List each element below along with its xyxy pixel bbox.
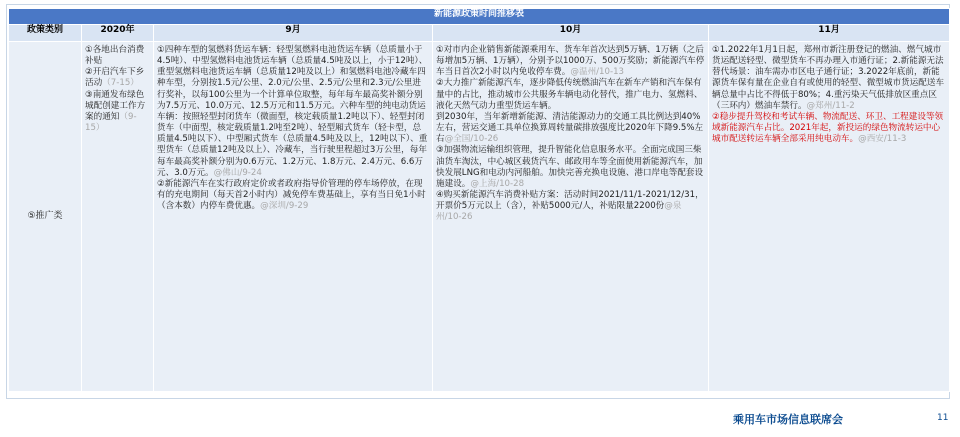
header-2020: 2020年: [82, 25, 154, 42]
policy-entry-text: ①1.2022年1月1日起，郑州市新注册登记的燃油、燃气城市货运配送轻型、微型货车不再办理入市通行证；2.新能源无法替代场景：油车需办市区电子通行证；3.2022年底前，新能源货车保有量在企业自有或使用的轻型、微型城市货运配送车辆总量中占比不得低于80%；4.重污染天气低排放区重点区（三环内）燃油车禁行。: [712, 45, 945, 111]
policy-entry-text: ④购买新能源汽车消费补贴方案：活动时间2021/11/1-2021/12/31，开票价5万元以上（含），补贴5000元/人，补贴限量2200份: [436, 190, 704, 212]
policy-entry: [712, 45, 946, 112]
policy-entry-text: ②新能源汽车在实行政府定价或者政府指导价管理的停车场停放，在现有的充电期间（每天首2小时内）减免停车费基础上，享有当日免1小时（含本数）内停车费优惠。: [157, 178, 426, 212]
policy-entry: [436, 190, 705, 223]
category-cell: ⑤推广类: [9, 42, 82, 392]
header-september: 9月: [154, 25, 433, 42]
policy-entry: [436, 112, 705, 145]
policy-timeline-table: [8, 8, 950, 392]
footer-organization: 乘用车市场信息联席会: [733, 413, 843, 426]
col-september-cell: [154, 42, 433, 392]
header-october: 10月: [433, 25, 709, 42]
source-tag: @泉州/10-26: [436, 201, 682, 223]
policy-entry: [157, 45, 429, 179]
col-november-cell: [709, 42, 950, 392]
source-tag: （9-15）: [85, 111, 137, 134]
policy-entry: [85, 67, 150, 89]
source-tag: @上海/10-28: [470, 178, 525, 189]
source-tag: @深圳/9-29: [260, 201, 309, 212]
policy-entry-text: 到2030年，当年新增新能源、清洁能源动力的交通工具比例达到40%左右，营运交通工具单位换算周转量碳排放强度比2020年下降9.5%左右: [436, 111, 704, 145]
source-tag: @温州/10-13: [570, 67, 625, 78]
policy-entry: [436, 78, 705, 111]
policy-entry-text: ①各地出台消费补贴: [85, 45, 145, 67]
col-2020-cell: [82, 42, 154, 392]
policy-entry: [157, 179, 429, 212]
policy-entry-text: ②稳步提升驾校和考试车辆、物流配送、环卫、工程建设等领域新能源汽车占比。2021年起，新投运的绿色物流转运中心城市配送转运车辆全部采用纯电动车。: [712, 111, 944, 145]
policy-entry: [436, 145, 705, 190]
header-november: 11月: [709, 25, 950, 42]
table-title: 新能源政策时间推移表: [9, 9, 950, 25]
source-tag: @佛山/9-24: [213, 167, 262, 178]
policy-entry-text: ②大力推广新能源汽车，逐步降低传统燃油汽车在新车产销和汽车保有量中的占比，推动城市公共服务车辆电动化替代，推广电力、氢燃料、液化天然气动力重型货运车辆。: [436, 78, 703, 111]
policy-entry-text: ①四种车型的氢燃料货运车辆：轻型氢燃料电池货运车辆（总质量小于4.5吨）、中型氢燃料电池货运车辆（总质量4.5吨及以上，小于12吨）、重型氢燃料电池货运车辆（总质量12吨及以上）和氢燃料电池冷藏车四种车型，分别按1.5元/公里、2.0元/公里、2.5元/公里和2.3元/公里进行奖补，以每100公里为一个计算单位取整，每年每车最高奖补额分别为7.5万元、10.0万元、12.5万元和11.5万元。六种车型的纯电动货运车辆：按照轻型封闭货车（微面型，核定载质量1.2吨以下）、轻型封闭货车（中面型，核定载质量1.2吨至2吨）、轻型厢式货车（轻卡型，总质量4.5吨以下）、中型厢式货车（总质量4.5吨及以上，12吨以下）、重型货车（总质量12吨及以上）、冷藏车，当行驶里程超过3万公里，每年每车最高奖补额分别为0.6万元、1.2万元、1.8万元、2.4万元、6.6万元、3.0万元。: [157, 45, 428, 178]
col-october-cell: [433, 42, 709, 392]
policy-entry-text: ③加强物流运输组织管理，提升智能化信息服务水平。全面完成国三柴油货车淘汰，中心城区载货汽车、邮政用车等全面使用新能源汽车，加快发展LNG和电动内河船舶。加快完善充换电设施、港口岸电等配套设施建设。: [436, 145, 704, 189]
policy-entry-text: ②开启汽车下乡活动: [85, 67, 145, 89]
policy-entry-text: ③南通发布绿色城配创建工作方案的通知: [85, 89, 146, 122]
header-policy-category: 政策类别: [9, 25, 82, 42]
source-tag: @全国/10-26: [444, 134, 499, 145]
page-number: 11: [937, 413, 949, 423]
source-tag: @西安/11-3: [858, 134, 907, 145]
policy-entry: [85, 45, 150, 67]
source-tag: （7-15）: [102, 78, 139, 89]
policy-entry: [436, 45, 705, 78]
policy-entry: [712, 112, 946, 145]
policy-entry-text: ①对市内企业销售新能源乘用车、货车年首次达到5万辆、1万辆（之后每增加5万辆、1万辆），分别予以1000万、500万奖励；新能源汽车停车当日首次2小时以内免收停车费。: [436, 45, 705, 78]
source-tag: @郑州/11-2: [806, 100, 855, 111]
policy-entry: [85, 90, 150, 135]
